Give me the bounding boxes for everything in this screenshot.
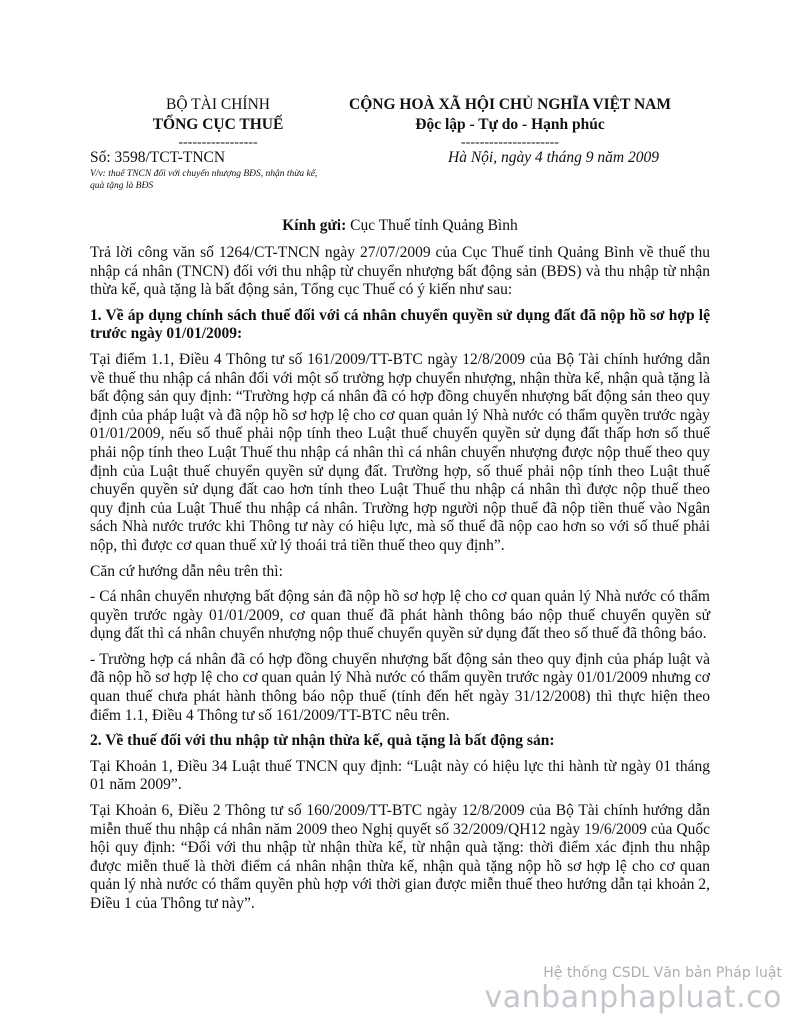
- section-2-paragraph-1: Tại Khoản 1, Điều 34 Luật thuế TNCN quy định: “Luật này có hiệu lực thi hành từ ngày 01 tháng 01 năm 2009”.: [90, 757, 710, 794]
- national-motto-block: [320, 95, 700, 151]
- section-2-paragraph-2: Tại Khoản 6, Điều 2 Thông tư số 160/2009/TT-BTC ngày 12/8/2009 của Bộ Tài chính hướng dẫn miễn thuế thu nhập cá nhân năm 2009 theo Nghị quyết số 32/2009/QH12 ngày 19/6/2009 của Quốc hội quy định: “Đối với thu nhập từ nhận thừa kế, từ nhận quà tặng: thời điểm xác định thu nhập được miễn thuế là thời điểm cá nhân nhận thừa kế, nhận quà tặng nộp hồ sơ hợp lệ cho cơ quan quản lý nhà nước có thẩm quyền phù hợp với thời gian được miễn thuế theo hướng dẫn tại khoản 2, Điều 1 của Thông tư này”.: [90, 802, 710, 912]
- recipient-line: [0, 217, 800, 235]
- watermark-line-2: vanbanphapluat.co: [484, 980, 782, 1015]
- document-number: Số: 3598/TCT-TNCN: [90, 149, 226, 166]
- nation-name: CỘNG HOÀ XÃ HỘI CHỦ NGHĨA VIỆT NAM: [349, 96, 671, 113]
- department-name: TỔNG CỤC THUẾ: [152, 116, 284, 133]
- watermark-line-1: Hệ thống CSDL Văn bản Pháp luật: [543, 965, 782, 981]
- document-body: [90, 244, 710, 921]
- document-subject: V/v: thuế TNCN đối với chuyển nhượng BĐS, nhận thừa kế, quà tặng là BĐS: [90, 169, 318, 191]
- recipient-label: Kính gửi:: [282, 217, 347, 234]
- issuer-block: [118, 95, 318, 151]
- section-1-paragraph-4: - Trường hợp cá nhân đã có hợp đồng chuyển nhượng bất động sản theo quy định của pháp luật và đã nộp hồ sơ hợp lệ cho cơ quan quản lý Nhà nước có thẩm quyền trước ngày 01/01/2009 nhưng cơ quan thuế chưa phát hành thông báo nộp thuế (tính đến hết ngày 31/12/2008) thì thực hiện theo điểm 1.1, Điều 4 Thông tư số 161/2009/TT-BTC nêu trên.: [90, 650, 710, 724]
- motto-divider: ---------------------: [461, 135, 559, 150]
- intro-paragraph: Trả lời công văn số 1264/CT-TNCN ngày 27/07/2009 của Cục Thuế tỉnh Quảng Bình về thuế thu nhập cá nhân (TNCN) đối với thu nhập từ chuyển nhượng bất động sản (BĐS) và thu nhập từ nhận thừa kế, quà tặng là bất động sản, Tổng cục Thuế có ý kiến như sau:: [90, 244, 710, 299]
- section-1-paragraph-2: Căn cứ hướng dẫn nêu trên thì:: [90, 562, 283, 580]
- ministry-name: BỘ TÀI CHÍNH: [166, 96, 270, 113]
- issuer-divider: -----------------: [178, 135, 258, 150]
- section-1-paragraph-3: - Cá nhân chuyển nhượng bất động sản đã nộp hồ sơ hợp lệ cho cơ quan quản lý Nhà nước có thẩm quyền trước ngày 01/01/2009, cơ quan thuế đã phát hành thông báo nộp thuế chuyển quyền sử dụng đất thì cá nhân chuyển nhượng nộp thuế chuyển quyền sử dụng đất theo số thuế đã thông báo.: [90, 588, 710, 643]
- document-header: [0, 0, 800, 200]
- recipient-name: Cục Thuế tỉnh Quảng Bình: [350, 217, 518, 234]
- section-1-paragraph-1: Tại điểm 1.1, Điều 4 Thông tư số 161/2009/TT-BTC ngày 12/8/2009 của Bộ Tài chính hướng dẫn về thuế thu nhập cá nhân đối với một số trường hợp chuyển nhượng, nhận thừa kế, nhận quà tặng là bất động sản quy định: “Trường hợp cá nhân đã có hợp đồng chuyển nhượng bất động sản theo quy định của pháp luật và đã nộp hồ sơ hợp lệ cho cơ quan quản lý Nhà nước có thẩm quyền trước ngày 01/01/2009, nếu số thuế phải nộp tính theo Luật thuế chuyển quyền sử dụng đất thấp hơn số thuế phải nộp tính theo Luật Thuế thu nhập cá nhân thì cá nhân chuyển nhượng được nộp thuế theo quy định của Luật thuế chuyển quyền sử dụng đất. Trường hợp, số thuế phải nộp tính theo Luật thuế chuyển quyền sử dụng đất cao hơn tính theo Luật Thuế thu nhập cá nhân thì được nộp thuế theo quy định của Luật Thuế thu nhập cá nhân. Trường hợp người nộp thuế đã nộp tiền thuế vào Ngân sách Nhà nước trước khi Thông tư này có hiệu lực, mà số thuế đã nộp cao hơn so với số thuế phải nộp, thì được cơ quan thuế xử lý thoái trả tiền thuế theo quy định”.: [90, 350, 710, 554]
- document-date: Hà Nội, ngày 4 tháng 9 năm 2009: [448, 149, 659, 166]
- section-2-title: 2. Về thuế đối với thu nhập từ nhận thừa kế, quà tặng là bất động sản:: [90, 732, 555, 750]
- motto: Độc lập - Tự do - Hạnh phúc: [415, 116, 605, 133]
- section-1-title: 1. Về áp dụng chính sách thuế đối với cá nhân chuyển quyền sử dụng đất đã nộp hồ sơ hợp lệ trước ngày 01/01/2009:: [90, 306, 710, 343]
